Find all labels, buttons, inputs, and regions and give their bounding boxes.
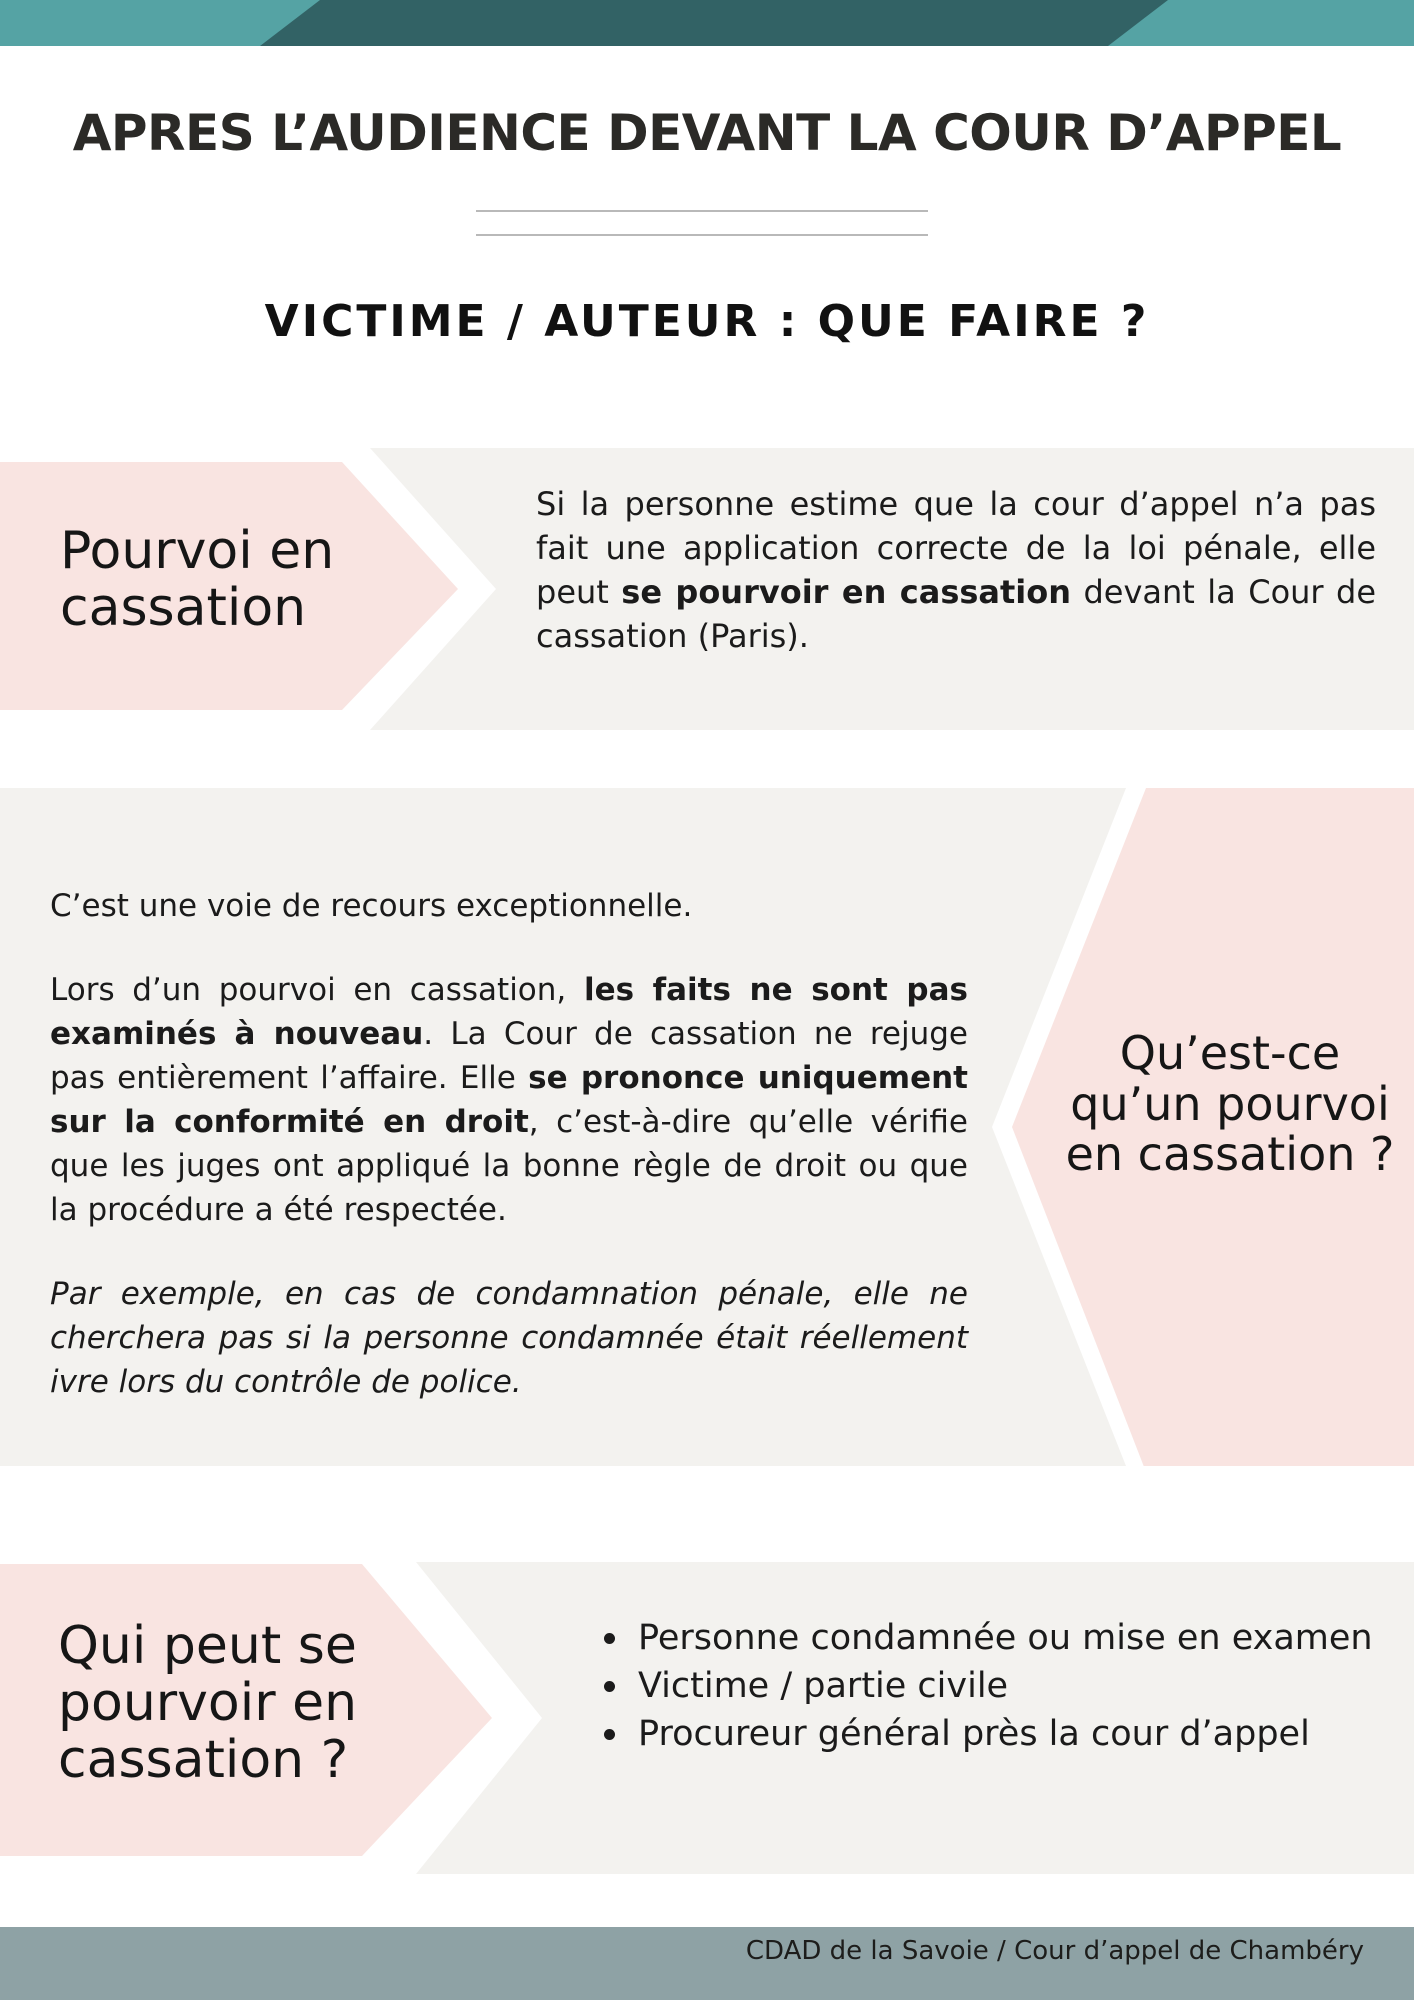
section1-label-line1: Pourvoi en [60, 521, 335, 581]
section1-text-b: devant la Cour de cassation (Paris). [536, 573, 1377, 655]
section2-para2 [50, 968, 968, 1232]
section2-label [1040, 1028, 1414, 1180]
section2-label-line1: Qu’est-ce [1119, 1026, 1341, 1080]
section2-para2-bold1: les faits ne sont pas examinés à nouveau [50, 972, 968, 1052]
section2-para3: Par exemple, en cas de condamnation pénale, elle ne cherchera pas si la personne condamnée était réellement ivre lors du contrôle de police. [50, 1276, 968, 1400]
section3-label [58, 1618, 357, 1790]
section3-label-line2: pourvoir en [58, 1673, 358, 1734]
section2-para2-c: . La Cour de cassation ne rejuge pas entièrement l’affaire. Elle [50, 1016, 968, 1096]
footer-credit: CDAD de la Savoie / Cour d’appel de Chambéry [745, 1936, 1364, 1966]
top-decorative-band [0, 0, 1414, 46]
page-subtitle: VICTIME / AUTEUR : QUE FAIRE ? [264, 296, 1150, 347]
section2-text [50, 884, 968, 1404]
section2-para2-d: , c’est-à-dire qu’elle vérifie que les juges ont appliqué la bonne règle de droit ou que la procédure a été respectée. [50, 1104, 968, 1228]
list-item: Victime / partie civile [598, 1662, 1373, 1710]
section1-text-bold: se pourvoir en cassation [621, 573, 1072, 611]
list-item: Procureur général près la cour d’appel [598, 1710, 1373, 1758]
section3-label-line3: cassation ? [58, 1730, 349, 1791]
section2-para2-a: Lors d’un pourvoi en cassation, [50, 972, 584, 1008]
section3-label-line1: Qui peut se [58, 1616, 357, 1676]
section1-text [536, 482, 1376, 658]
section2-para2-bold2: se prononce uniquement sur la conformité en droit [50, 1060, 968, 1140]
page-title: APRES L’AUDIENCE DEVANT LA COUR D’APPEL [72, 104, 1342, 162]
list-item: Personne condamnée ou mise en examen [598, 1614, 1373, 1662]
section3-list [598, 1614, 1373, 1758]
section2-label-line2: qu’un pourvoi [1070, 1076, 1390, 1131]
section1-text-a: Si la personne estime que la cour d’appel n’a pas fait une application correcte de la loi pénale, elle peut [536, 485, 1376, 611]
band-dark [260, 0, 1168, 46]
section1-label [60, 523, 334, 637]
section1-label-line2: cassation [60, 578, 307, 639]
title-divider-top [476, 210, 928, 212]
title-divider-bottom [476, 234, 928, 236]
section2-para1: C’est une voie de recours exceptionnelle. [50, 888, 693, 924]
section2-label-line3: en cassation ? [1065, 1127, 1395, 1182]
